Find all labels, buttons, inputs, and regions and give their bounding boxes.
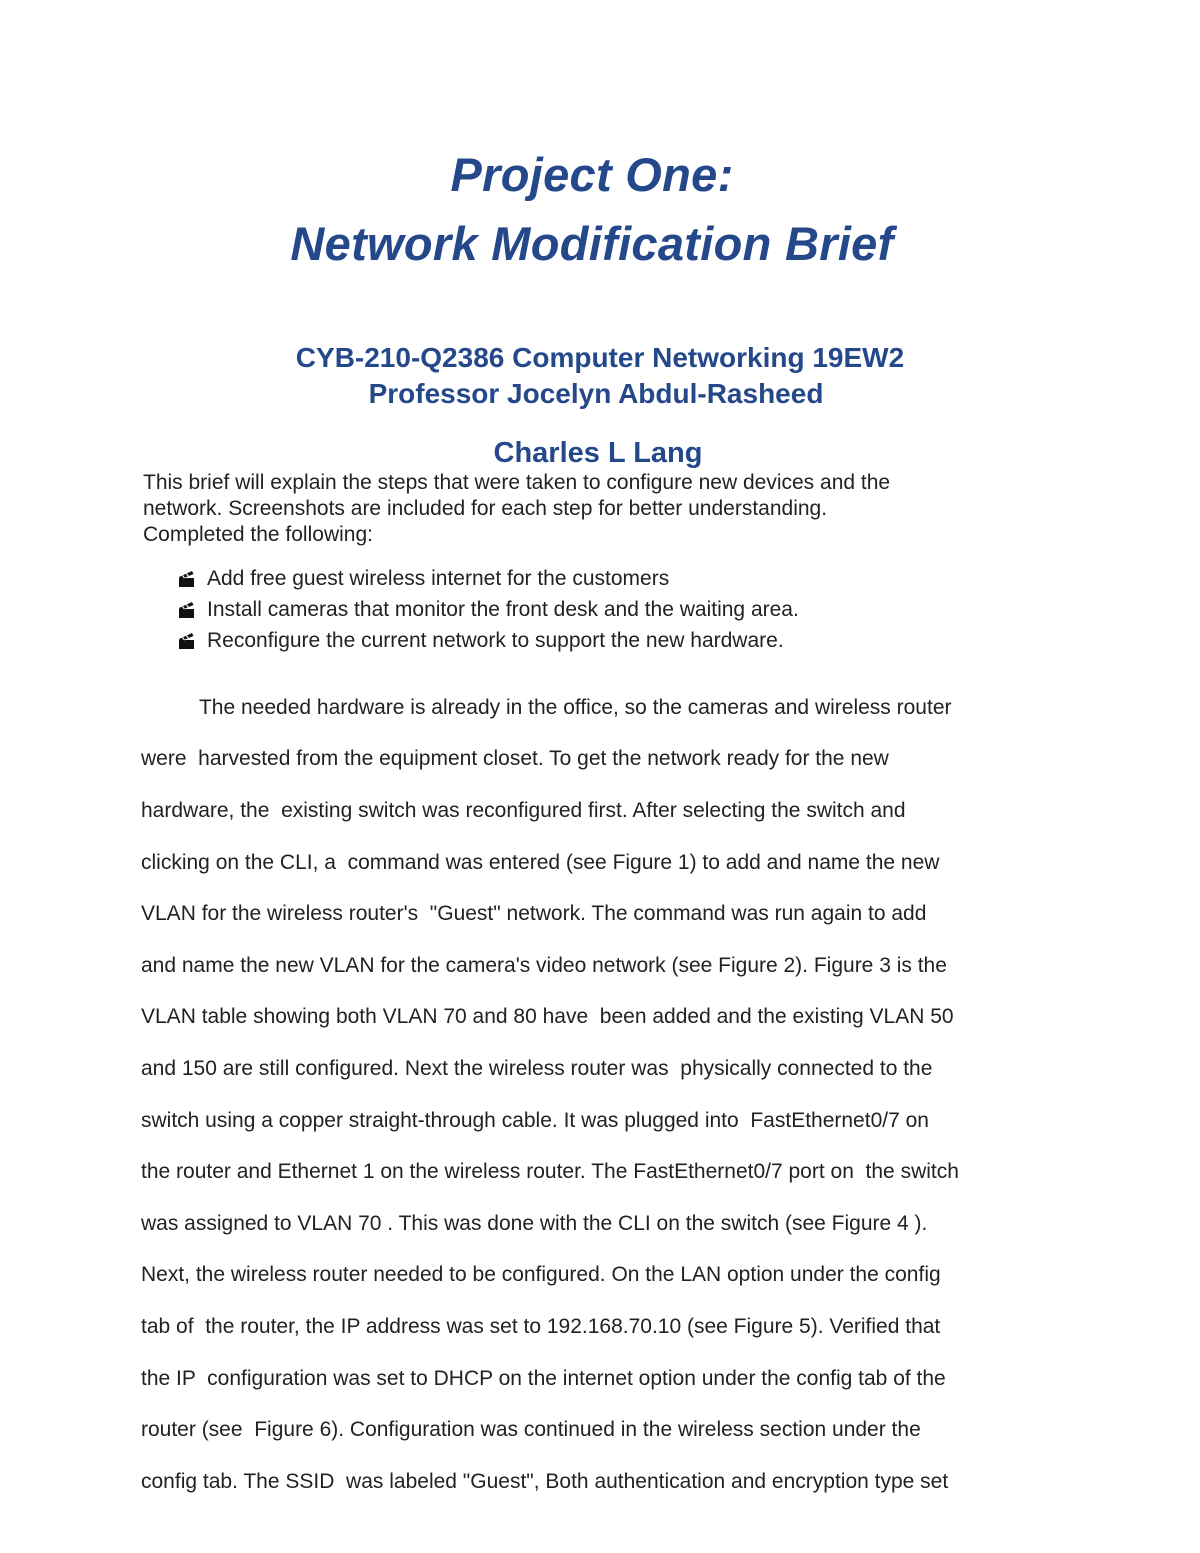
body-line: VLAN for the wireless router's "Guest" network. The command was run again to add <box>141 902 927 925</box>
body-line: Next, the wireless router needed to be configured. On the LAN option under the config <box>141 1263 941 1286</box>
body-line: config tab. The SSID was labeled "Guest", Both authentication and encryption type set <box>141 1470 949 1493</box>
task-list <box>178 563 799 656</box>
body-line: the router and Ethernet 1 on the wireless router. The FastEthernet0/7 port on the switch <box>141 1160 959 1183</box>
body-line: was assigned to VLAN 70 . This was done with the CLI on the switch (see Figure 4 ). <box>141 1212 928 1235</box>
task-list-item <box>178 594 799 625</box>
professor-name: Professor Jocelyn Abdul-Rasheed <box>368 378 824 409</box>
intro-line: This brief will explain the steps that were taken to configure new devices and the <box>143 471 891 494</box>
body-line: hardware, the existing switch was reconfigured first. After selecting the switch and <box>141 799 906 822</box>
author-name: Charles L Lang <box>493 437 703 469</box>
clapperboard-icon <box>178 601 196 619</box>
course-name: CYB-210-Q2386 Computer Networking 19EW2 <box>295 342 905 373</box>
body-line: The needed hardware is already in the office, so the cameras and wireless router <box>141 696 952 719</box>
intro-line: network. Screenshots are included for each step for better understanding. <box>143 497 828 520</box>
body-line: router (see Figure 6). Configuration was continued in the wireless section under the <box>141 1418 921 1441</box>
body-line: clicking on the CLI, a command was entered (see Figure 1) to add and name the new <box>141 851 940 874</box>
intro-line: Completed the following: <box>143 523 373 546</box>
document-title-line1: Project One: <box>450 148 734 201</box>
body-line: and name the new VLAN for the camera's video network (see Figure 2). Figure 3 is the <box>141 954 947 977</box>
body-line: and 150 are still configured. Next the wireless router was physically connected to the <box>141 1057 933 1080</box>
body-line: were harvested from the equipment closet. To get the network ready for the new <box>141 747 889 770</box>
task-text: Install cameras that monitor the front desk and the waiting area. <box>207 598 799 621</box>
body-line: the IP configuration was set to DHCP on the internet option under the config tab of the <box>141 1367 946 1390</box>
task-text: Reconfigure the current network to support the new hardware. <box>207 629 784 652</box>
task-list-item <box>178 625 799 656</box>
clapperboard-icon <box>178 570 196 588</box>
task-list-item <box>178 563 799 594</box>
body-line: tab of the router, the IP address was set to 192.168.70.10 (see Figure 5). Verified that <box>141 1315 941 1338</box>
task-text: Add free guest wireless internet for the customers <box>207 567 670 590</box>
document-title-line2: Network Modification Brief <box>290 217 894 270</box>
body-line: VLAN table showing both VLAN 70 and 80 have been added and the existing VLAN 50 <box>141 1005 954 1028</box>
body-line: switch using a copper straight-through cable. It was plugged into FastEthernet0/7 on <box>141 1109 929 1132</box>
clapperboard-icon <box>178 632 196 650</box>
